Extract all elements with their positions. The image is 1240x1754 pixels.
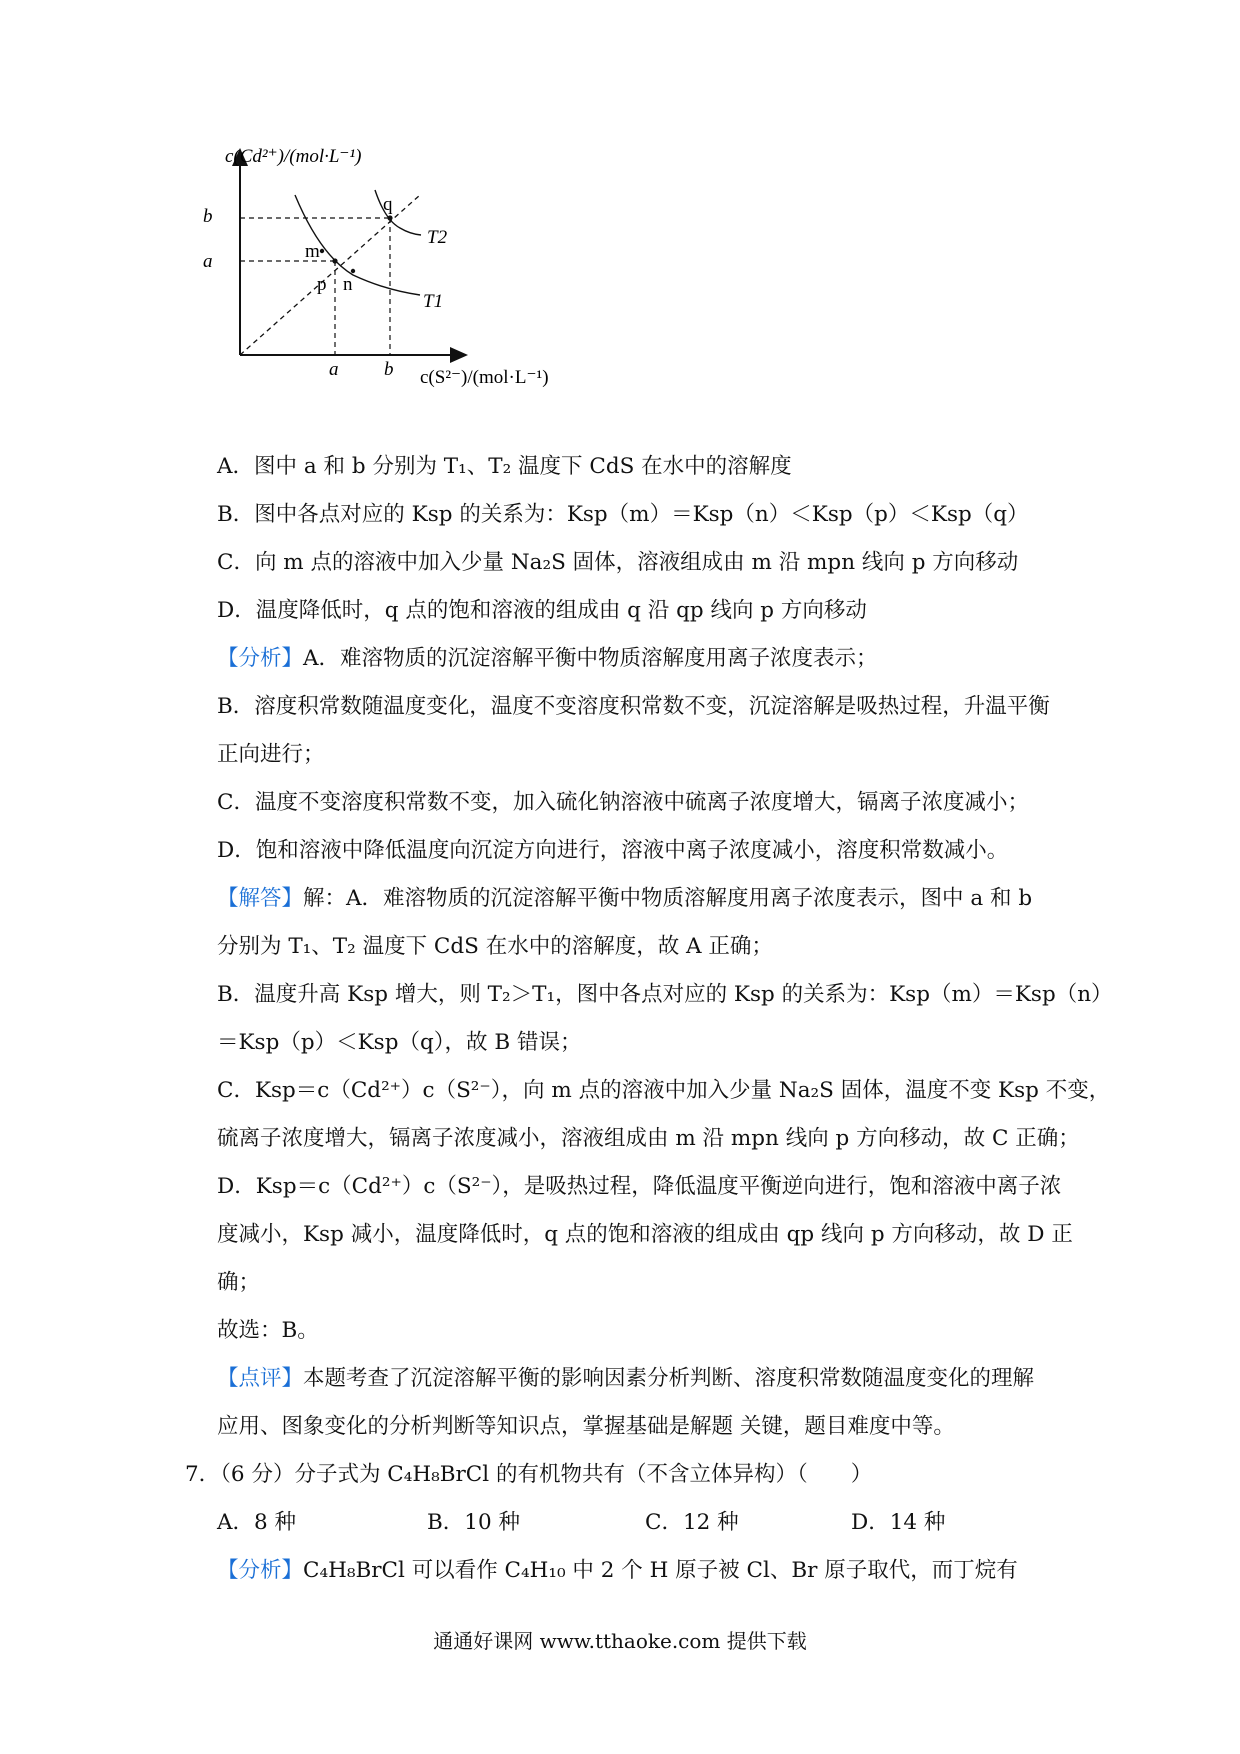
analysis-line-5: D．饱和溶液中降低温度向沉淀方向进行，溶液中离子浓度减小，溶度积常数减小。 (217, 838, 1009, 863)
answer-line-8: 度减小，Ksp 减小，温度降低时，q 点的饱和溶液的组成由 qp 线向 p 方向移动，故 D 正 (217, 1222, 1073, 1247)
answer-line-7: D．Ksp＝c（Cd²⁺）c（S²⁻），是吸热过程，降低温度平衡逆向进行，饱和溶液中离子浓 (217, 1174, 1062, 1199)
point-p-label: p (317, 274, 327, 295)
q7-option-a: A．8 种 (217, 1510, 297, 1535)
q7-option-d: D．14 种 (851, 1510, 946, 1535)
x-axis-label: c(S²⁻)/(mol·L⁻¹) (420, 367, 549, 388)
q7-option-c: C．12 种 (645, 1510, 739, 1535)
q7-analysis-tag: 【分析】 (217, 1558, 304, 1583)
answer-line-3: B．温度升高 Ksp 增大，则 T₂＞T₁，图中各点对应的 Ksp 的关系为：Ksp（m）＝Ksp（n） (217, 982, 1113, 1007)
page-footer: 通通好课网 www.tthaoke.com 提供下载 (433, 1629, 807, 1653)
answer-tag: 【解答】 (217, 886, 304, 911)
y-axis-label: c(Cd²⁺)/(mol·L⁻¹) (225, 146, 362, 167)
tick-b-y: b (203, 206, 213, 227)
point-q-label: q (383, 194, 393, 215)
comment-line-2: 应用、图象变化的分析判断等知识点，掌握基础是解题 关键，题目难度中等。 (217, 1414, 955, 1439)
answer-line-6: 硫离子浓度增大，镉离子浓度减小，溶液组成由 m 沿 mpn 线向 p 方向移动，故 C 正确； (217, 1126, 1080, 1151)
analysis-line-3: 正向进行； (217, 742, 325, 767)
question-7-stem: 7．（6 分）分子式为 C₄H₈BrCl 的有机物共有（不含立体异构）（ ） (185, 1462, 873, 1487)
option-b: B．图中各点对应的 Ksp 的关系为：Ksp（m）＝Ksp（n）＜Ksp（p）＜Ksp（q） (217, 502, 1029, 527)
analysis-line-2: B．溶度积常数随温度变化，温度不变溶度积常数不变，沉淀溶解是吸热过程，升温平衡 (217, 694, 1050, 719)
question-7-analysis (217, 1547, 1057, 1595)
answer-line-2: 分别为 T₁、T₂ 温度下 CdS 在水中的溶解度，故 A 正确； (217, 934, 773, 959)
option-a: A．图中 a 和 b 分别为 T₁、T₂ 温度下 CdS 在水中的溶解度 (217, 454, 792, 479)
analysis-line-4: C．温度不变溶度积常数不变，加入硫化钠溶液中硫离子浓度增大，镉离子浓度减小； (217, 790, 1029, 815)
comment-tag: 【点评】 (217, 1366, 304, 1391)
q7-option-b: B．10 种 (427, 1510, 520, 1535)
curve-t1-label: T1 (423, 291, 444, 312)
diagonal-line (240, 195, 420, 355)
point-q-dot (387, 215, 392, 220)
point-m-label: m (305, 241, 320, 262)
ksp-figure (203, 146, 625, 450)
analysis-tag: 【分析】 (217, 646, 304, 671)
tick-a-y: a (203, 251, 213, 272)
analysis-text-1: A．难溶物质的沉淀溶解平衡中物质溶解度用离子浓度表示； (303, 646, 878, 671)
answer-text-1: 解：A．难溶物质的沉淀溶解平衡中物质溶解度用离子浓度表示，图中 a 和 b (303, 886, 1033, 911)
option-d: D．温度降低时，q 点的饱和溶液的组成由 q 沿 qp 线向 p 方向移动 (217, 598, 867, 623)
answer-line-4: ＝Ksp（p）＜Ksp（q），故 B 错误； (217, 1030, 582, 1055)
curve-t2-label: T2 (427, 227, 448, 248)
point-p-dot (332, 258, 337, 263)
question-7-options (217, 1499, 1057, 1547)
answer-line-9: 确； (217, 1270, 261, 1295)
answer-line-10: 故选：B。 (217, 1318, 319, 1343)
point-m-dot (320, 249, 324, 253)
comment-line-1 (217, 1355, 1057, 1403)
point-n-dot (351, 269, 355, 273)
tick-a-x: a (329, 359, 339, 380)
answer-line-5: C．Ksp＝c（Cd²⁺）c（S²⁻），向 m 点的溶液中加入少量 Na₂S 固体，温度不变 Ksp 不变， (217, 1078, 1111, 1103)
analysis-line-1 (217, 635, 1057, 683)
answer-line-1 (217, 875, 1057, 923)
option-c: C．向 m 点的溶液中加入少量 Na₂S 固体，溶液组成由 m 沿 mpn 线向 p 方向移动 (217, 550, 1019, 575)
comment-text-1: 本题考查了沉淀溶解平衡的影响因素分析判断、溶度积常数随温度变化的理解 (303, 1366, 1035, 1391)
point-n-label: n (343, 274, 353, 295)
tick-b-x: b (384, 359, 394, 380)
ksp-diagram (203, 146, 625, 450)
q7-analysis-text: C₄H₈BrCl 可以看作 C₄H₁₀ 中 2 个 H 原子被 Cl、Br 原子取代，而丁烷有 (303, 1558, 1018, 1583)
